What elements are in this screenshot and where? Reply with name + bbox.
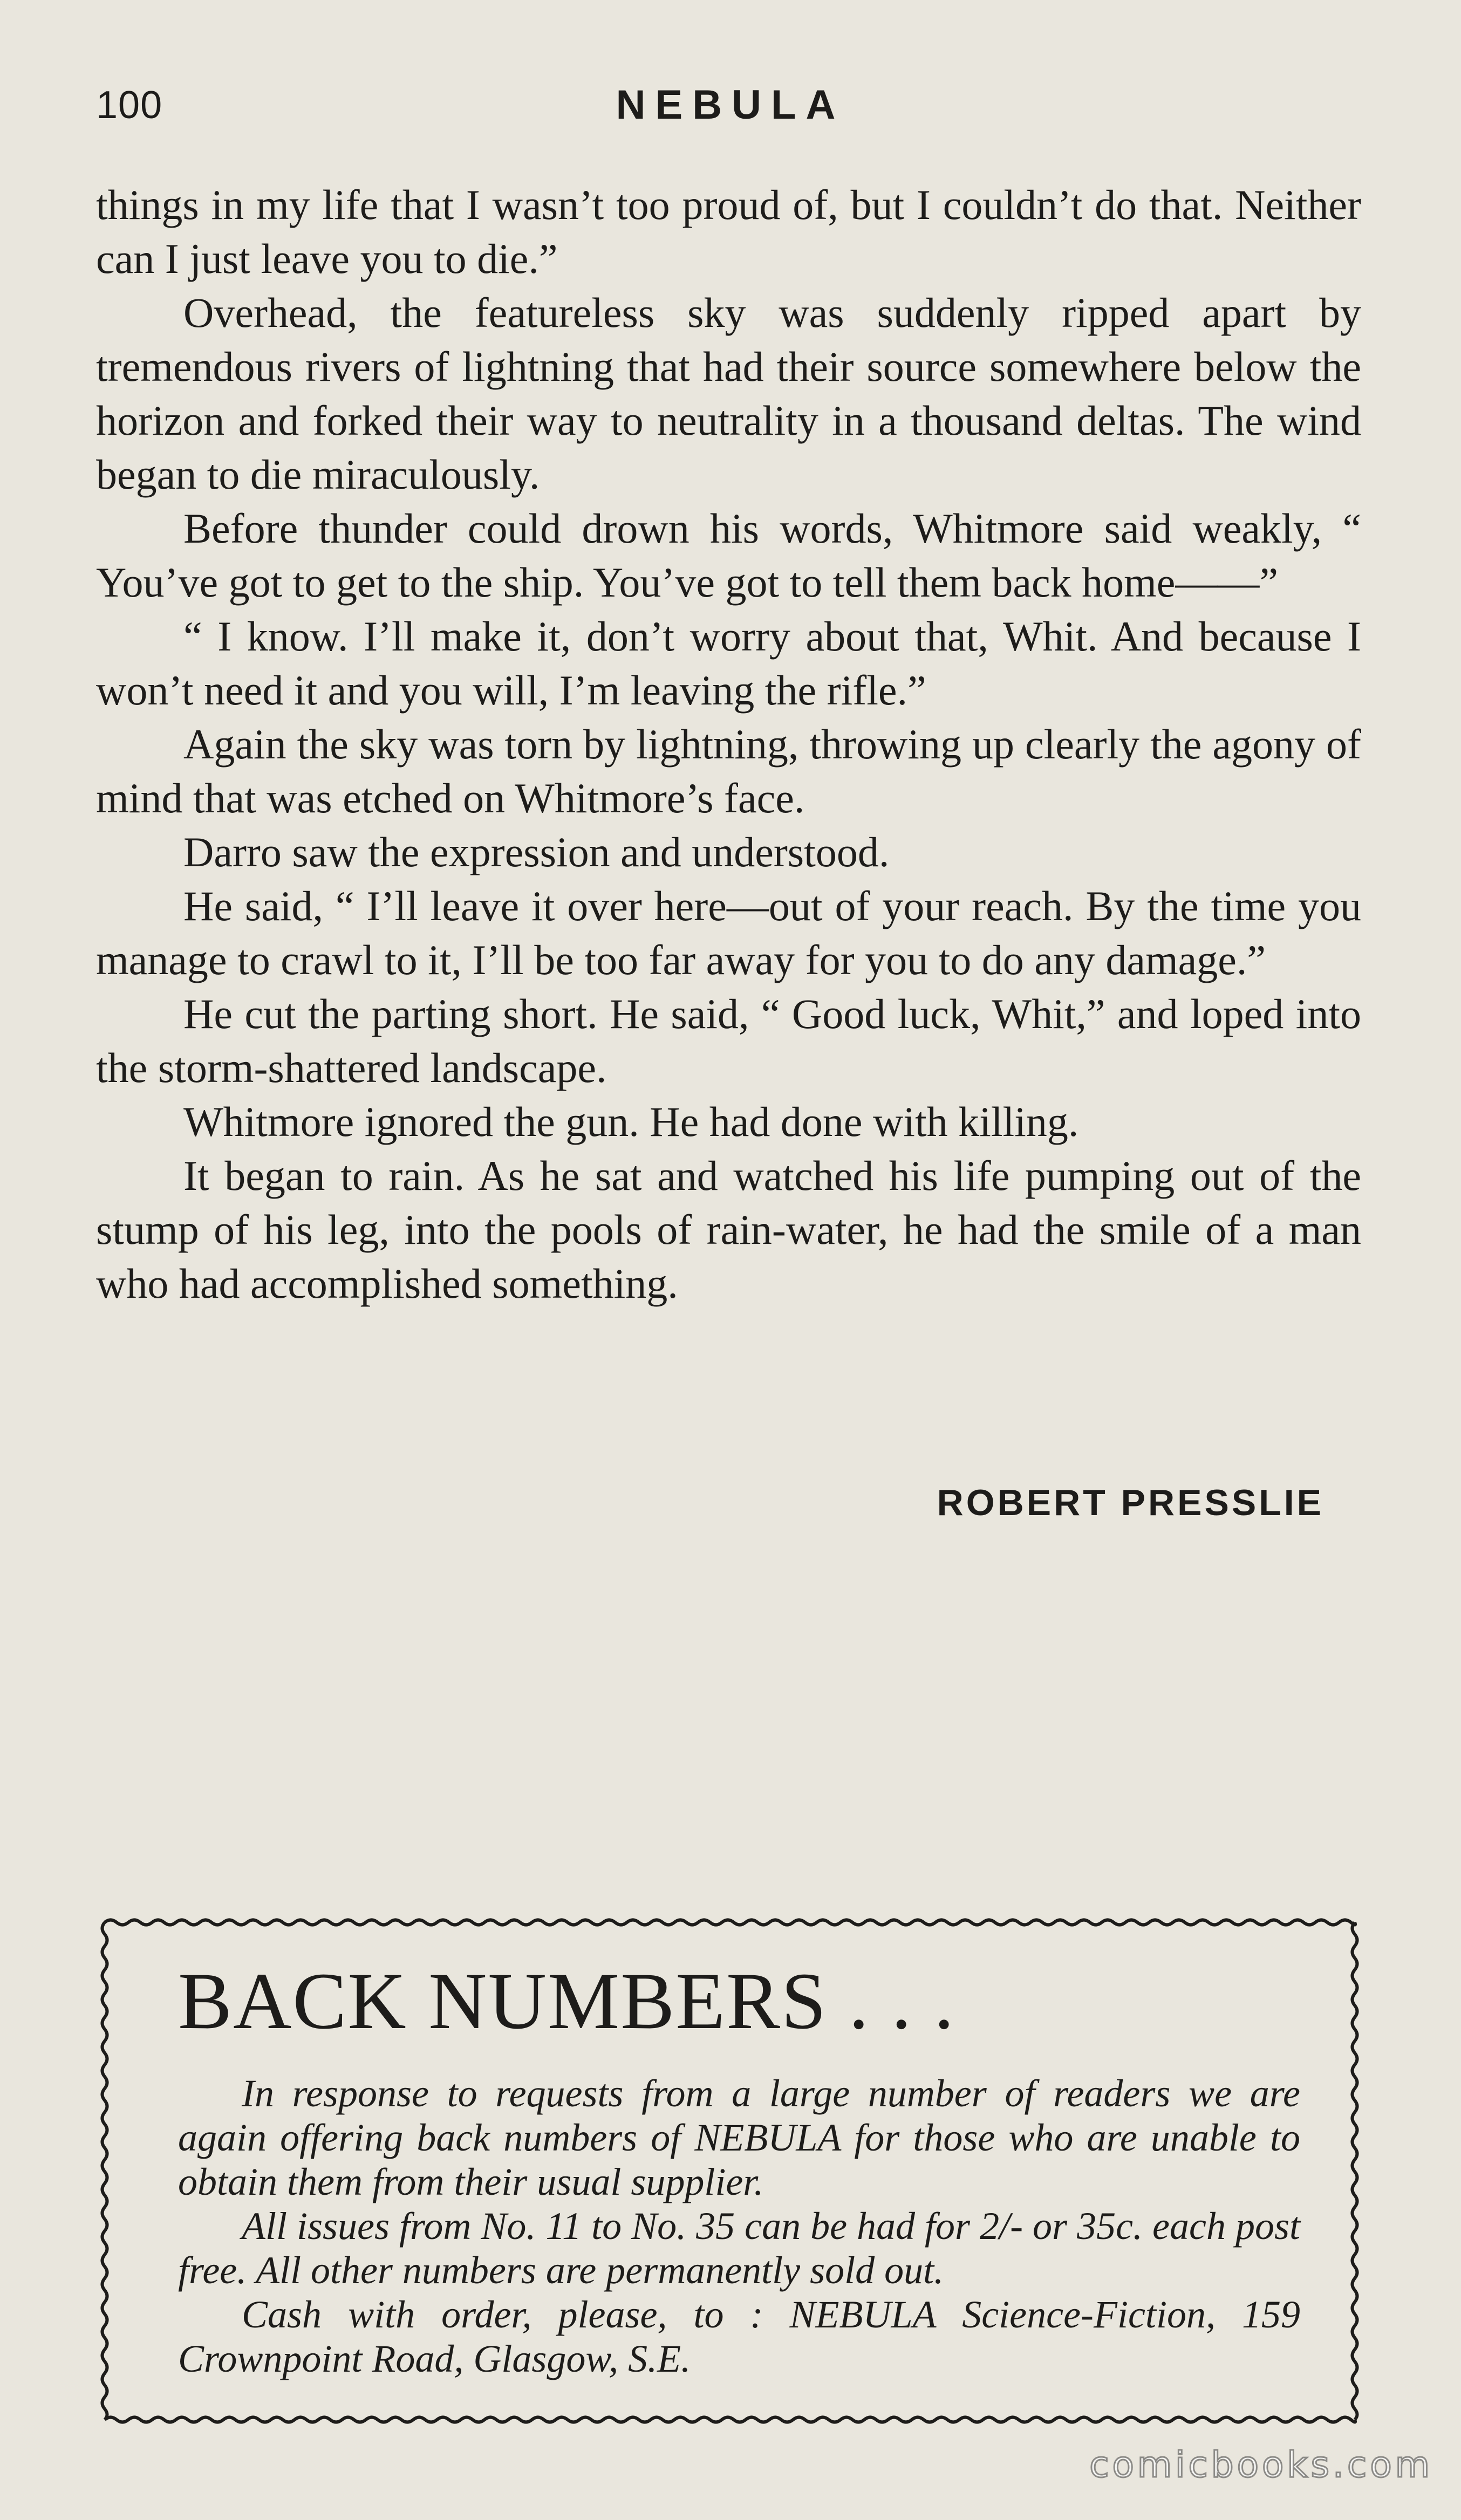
page-header	[0, 76, 1461, 135]
story-paragraph: Overhead, the featureless sky was suddenly ripped apart by tremendous rivers of lightning that had their source somewhere below the horizon and forked their way to neutrality in a thousand deltas. The wind began to die miraculously.	[96, 289, 1361, 498]
advert-paragraph: All issues from No. 11 to No. 35 can be had for 2/- or 35c. each post free. All other numbers are permanently sold out.	[178, 2204, 1300, 2292]
story-paragraph: He cut the parting short. He said, “ Good luck, Whit,” and loped into the storm-shattered landscape.	[96, 990, 1361, 1091]
story-paragraph: Whitmore ignored the gun. He had done with killing.	[183, 1098, 1079, 1145]
story-paragraph: Darro saw the expression and understood.	[183, 828, 890, 875]
site-watermark: comicbooks.com	[1089, 2444, 1433, 2485]
story-paragraph: Before thunder could drown his words, Whitmore said weakly, “ You’ve got to get to the ship. You’ve got to tell them back home——”	[96, 505, 1361, 606]
story-paragraph: things in my life that I wasn’t too proud of, but I couldn’t do that. Neither can I just leave you to die.”	[96, 181, 1361, 282]
back-numbers-advert	[97, 1915, 1362, 2427]
advert-content	[178, 1953, 1300, 2381]
story-paragraph: Again the sky was torn by lightning, throwing up clearly the agony of mind that was etched on Whitmore’s face.	[96, 721, 1361, 821]
story-body	[96, 178, 1361, 1311]
advert-title: BACK NUMBERS . . .	[178, 1956, 955, 2046]
story-paragraph: He said, “ I’ll leave it over here—out of your reach. By the time you manage to crawl to it, I’ll be too far away for you to do any damage.”	[96, 882, 1361, 983]
advert-paragraph: In response to requests from a large number of readers we are again offering back numbers of NEBULA for those who are unable to obtain them from their usual supplier.	[178, 2072, 1300, 2203]
page-number: 100	[96, 84, 163, 127]
advert-text	[178, 2071, 1300, 2381]
story-paragraph: “ I know. I’ll make it, don’t worry about that, Whit. And because I won’t need it and you will, I’m leaving the rifle.”	[96, 613, 1361, 714]
running-title: NEBULA	[616, 82, 845, 128]
advert-paragraph: Cash with order, please, to : NEBULA Science-Fiction, 159 Crownpoint Road, Glasgow, S.E.	[178, 2293, 1300, 2380]
author-byline: ROBERT PRESSLIE	[937, 1482, 1324, 1523]
story-paragraph: It began to rain. As he sat and watched his life pumping out of the stump of his leg, into the pools of rain-water, he had the smile of a man who had accomplished something.	[96, 1152, 1361, 1307]
